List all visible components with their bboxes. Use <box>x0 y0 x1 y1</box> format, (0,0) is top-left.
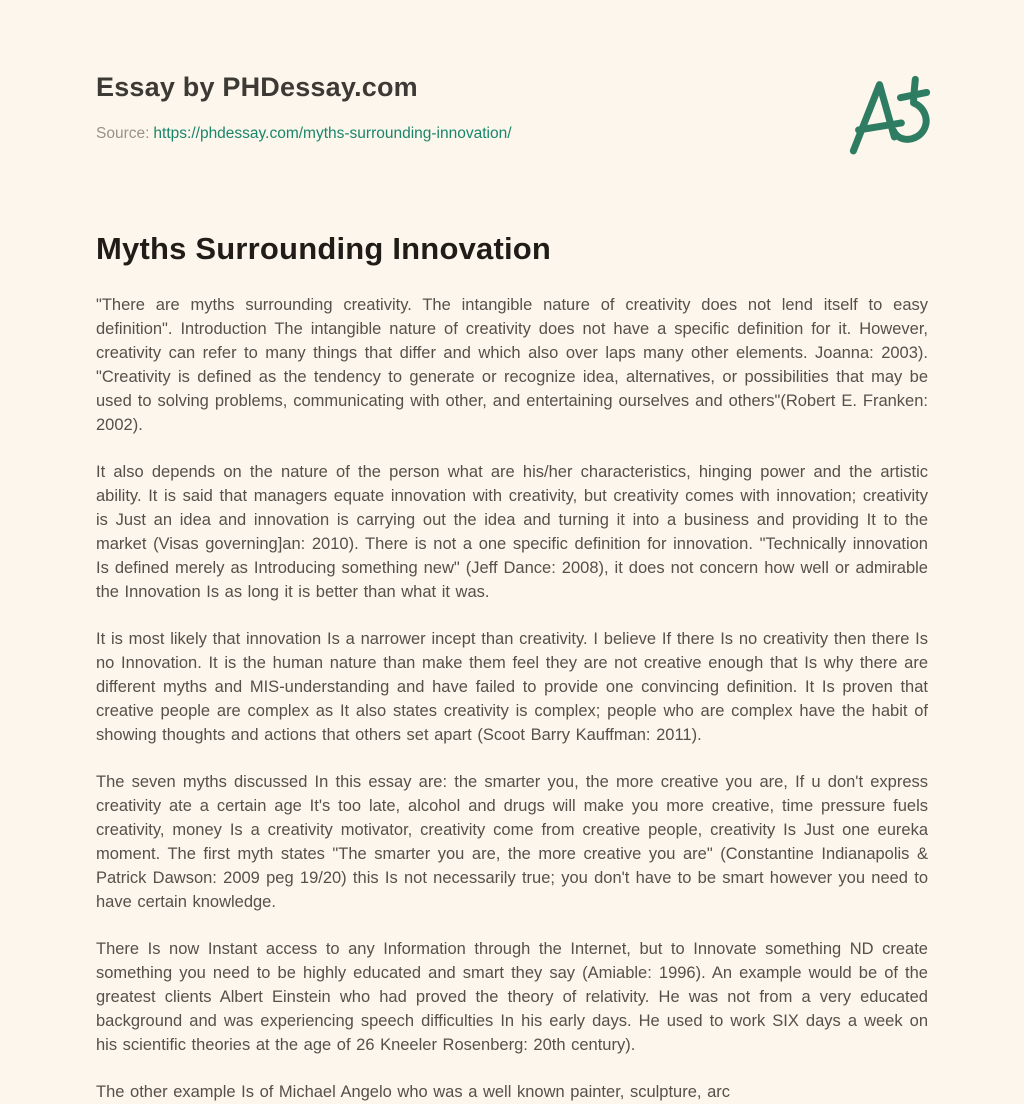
essay-paragraph-5: There Is now Instant access to any Information through the Internet, but to Innovate something ND create something you need to be highly educated and smart they say (Amiable: 1996). An example would be of the greatest clients Albert Einstein who had proved the theory of relativity. He was not from a very educated background and was experiencing speech difficulties In his early days. He used to work SIX days a week on his scientific theories at the age of 26 Kneeler Rosenberg: 20th century). <box>96 940 928 1054</box>
source-link[interactable]: https://phdessay.com/myths-surrounding-innovation/ <box>153 125 512 142</box>
essay-title: Myths Surrounding Innovation <box>96 231 552 266</box>
essay-paragraph-4: The seven myths discussed In this essay are: the smarter you, the more creative you are, If u don't express creativity ate a certain age It's too late, alcohol and drugs will make you more creative, time pressure fuels creativity, money Is a creativity motivator, creativity come from creative people, creativity Is Just one eureka moment. The first myth states "The smarter you are, the more creative you are" (Constantine Indianapolis & Patrick Dawson: 2009 peg 19/20) this Is not necessarily true; you don't have to be smart however you need to have certain knowledge. <box>96 773 928 911</box>
source-line <box>96 125 928 143</box>
phdessay-logo <box>842 68 938 164</box>
source-label: Source: <box>96 125 150 142</box>
essay-paragraph-2: It also depends on the nature of the person what are his/her characteristics, hinging power and the artistic ability. It is said that managers equate innovation with creativity, but creativity comes with innovation; creativity is Just an idea and innovation is carrying out the idea and turning it into a business and providing It to the market (Visas governing]an: 2010). There is not a one specific definition for innovation. "Technically innovation Is defined merely as Introducing something new" (Jeff Dance: 2008), it does not concern how well or admirable the Innovation Is as long it is better than what it was. <box>96 463 928 601</box>
a-plus-logo-icon <box>842 68 938 164</box>
essay-paragraph-6: The other example Is of Michael Angelo who was a well known painter, sculpture, arc <box>96 1083 730 1101</box>
essay-paragraph-3: It is most likely that innovation Is a narrower incept than creativity. I believe If there Is no creativity then there Is no Innovation. It is the human nature than make them feel they are not creative enough that Is why there are different myths and MIS-understanding and have failed to provide one convincing definition. It Is proven that creative people are complex as It also states creativity is complex; people who are complex have the habit of showing thoughts and actions that others set apart (Scoot Barry Kauffman: 2011). <box>96 630 928 744</box>
page-header <box>96 72 928 143</box>
essay-paragraph-1: "There are myths surrounding creativity. The intangible nature of creativity does not lend itself to easy definition". Introduction The intangible nature of creativity does not have a specific definition for it. However, creativity can refer to many things that differ and which also over laps many other elements. Joanna: 2003). "Creativity is defined as the tendency to generate or recognize idea, alternatives, or possibilities that may be used to solving problems, communicating with other, and entertaining ourselves and others"(Robert E. Franken: 2002). <box>96 296 928 434</box>
essay-body <box>96 293 928 1104</box>
site-title: Essay by PHDessay.com <box>96 72 418 102</box>
essay-content <box>96 231 928 1104</box>
